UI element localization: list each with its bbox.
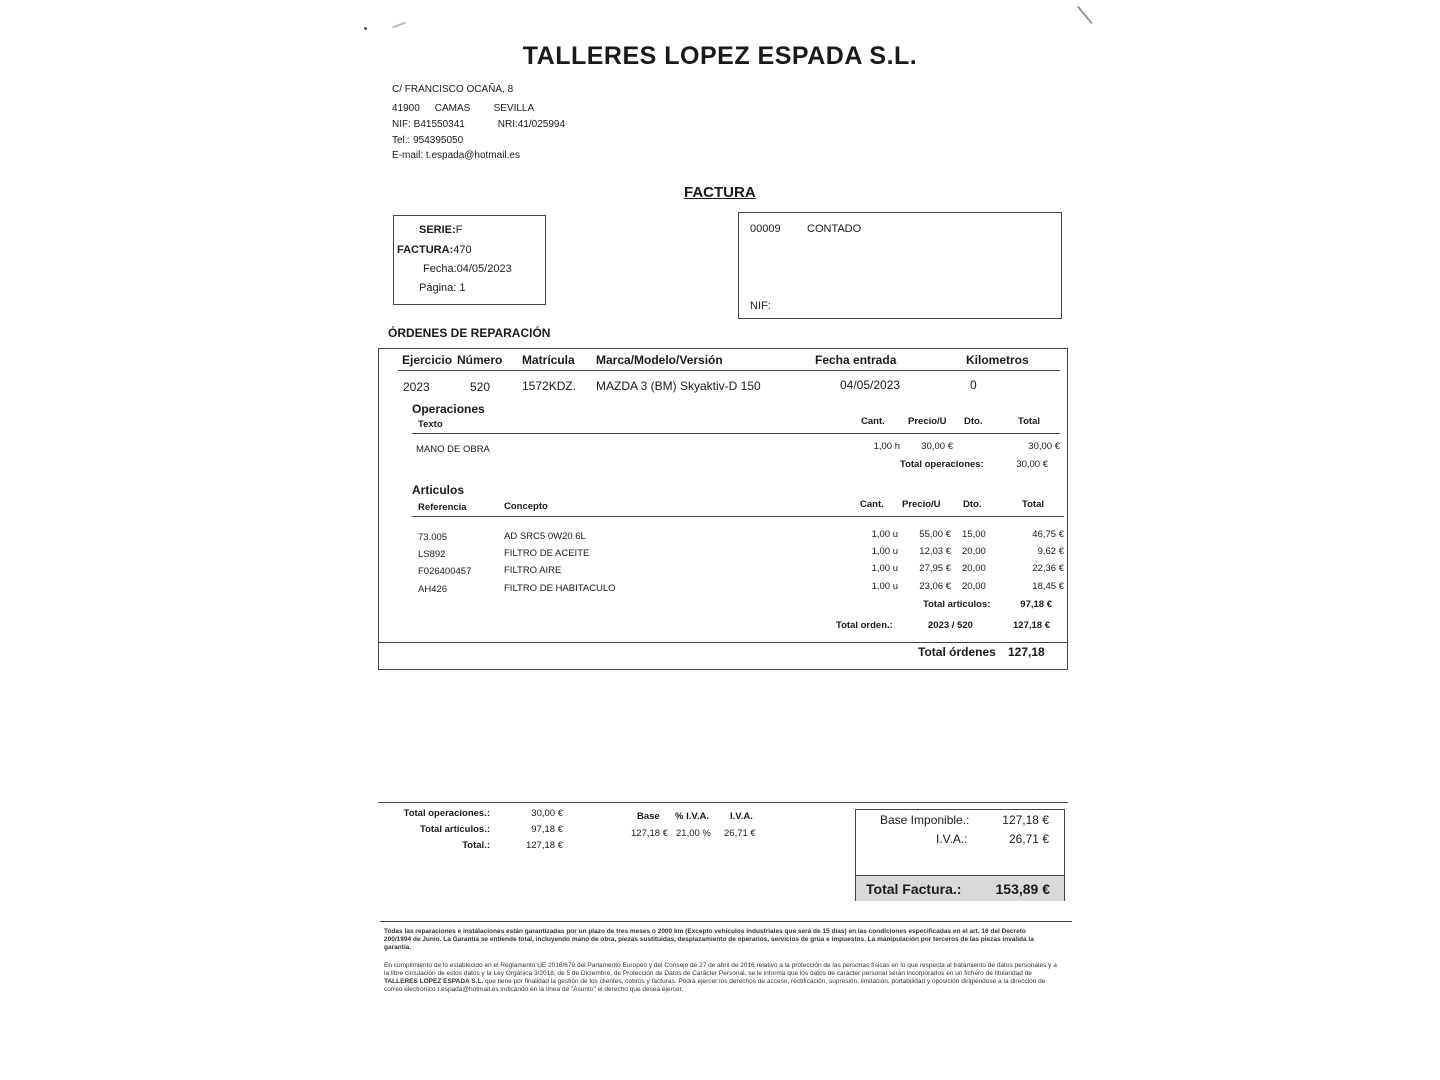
serie-row bbox=[419, 224, 462, 236]
summary-ops-label: Total operaciones.: bbox=[403, 808, 490, 819]
orders-header-rule bbox=[398, 370, 1060, 371]
article-cant: 1,00 u bbox=[871, 563, 898, 574]
ops-col-precio: Precio/U bbox=[908, 416, 947, 427]
article-concepto: FILTRO AIRE bbox=[504, 565, 562, 576]
article-ref: AH426 bbox=[418, 584, 448, 595]
ops-total-value: 30,00 € bbox=[1016, 459, 1048, 470]
total-ordenes-value: 127,18 bbox=[1008, 645, 1045, 659]
legal-warranty-text: Todas las reparaciones e instalaciones están garantizadas por un plazo de tres meses o 2000 km (Excepto vehículos industriales que será de 15 días) en las condiciones especificadas en el art. 16 del Decreto 200/1994 de Junio. La Garantía se entiende total, incluyendo mano de obra, piezas sustituidas, desplazamiento de operarios, servicios de grúa e impuestos. La manipulación por terceros de las piezas invalida la garantía. bbox=[384, 928, 1034, 951]
col-ejercicio: Ejercicio bbox=[402, 353, 453, 367]
city: CAMAS bbox=[434, 103, 471, 114]
postal-code: 41900 bbox=[392, 103, 420, 114]
article-concepto: FILTRO DE HABITACULO bbox=[504, 583, 616, 594]
art-col-cant: Cant. bbox=[860, 499, 884, 510]
total-factura-value: 153,89 € bbox=[995, 881, 1050, 897]
col-fecha-entrada: Fecha entrada bbox=[815, 353, 897, 367]
ops-col-total: Total bbox=[1018, 416, 1040, 427]
order-marca: MAZDA 3 (BM) Skyaktiv-D 150 bbox=[596, 379, 761, 393]
province: SEVILLA bbox=[493, 103, 535, 114]
article-total: 9,62 € bbox=[1037, 546, 1064, 557]
legal-privacy-end: que tiene por finalidad la gestión de los clientes, cobros y facturas. Podrá ejercer los derechos de acceso, rectificación, supresión, limitación, portabilidad y oposición dirigiéndose a la dirección de correo electrónico t.espada@hotmail.es indicando en la línea de "Asunto" el derecho que desea ejercer. bbox=[384, 978, 1046, 993]
fecha-label: Fecha: bbox=[423, 263, 457, 275]
company-street: C/ FRANCISCO OCAÑA, 8 bbox=[392, 84, 514, 95]
art-col-precio: Precio/U bbox=[902, 499, 941, 510]
total-factura-label: Total Factura.: bbox=[866, 881, 962, 897]
summary-total-value: 127,18 € bbox=[526, 840, 563, 851]
factura-row bbox=[397, 244, 472, 256]
art-col-concepto: Concepto bbox=[504, 501, 548, 512]
article-concepto: FILTRO DE ACEITE bbox=[504, 548, 590, 559]
total-ordenes-label: Total órdenes bbox=[918, 645, 996, 659]
article-ref: F026400457 bbox=[418, 566, 472, 577]
document-title: FACTURA bbox=[684, 184, 756, 201]
tax-pct: 21,00 % bbox=[676, 828, 711, 839]
article-cant: 1,00 u bbox=[871, 581, 898, 592]
order-km: 0 bbox=[970, 378, 977, 392]
article-dto: 20,00 bbox=[962, 581, 986, 592]
iva-label: I.V.A.: bbox=[936, 832, 968, 846]
legal-warranty bbox=[384, 928, 1050, 952]
op-total: 30,00 € bbox=[1028, 441, 1060, 452]
legal-privacy bbox=[384, 962, 1060, 1014]
ops-header-rule bbox=[412, 433, 1060, 434]
art-col-total: Total bbox=[1022, 499, 1044, 510]
company-location bbox=[392, 103, 534, 114]
serie-value: F bbox=[455, 224, 463, 236]
article-ref: 73.005 bbox=[418, 532, 448, 543]
order-matricula: 1572KDZ. bbox=[522, 379, 577, 393]
scan-mark bbox=[392, 22, 406, 29]
pagina-label: Página: bbox=[419, 282, 457, 294]
factura-label: FACTURA: bbox=[397, 244, 454, 256]
base-imponible-value: 127,18 € bbox=[1002, 813, 1049, 827]
article-ref: LS892 bbox=[418, 549, 446, 560]
article-total: 46,75 € bbox=[1032, 529, 1064, 540]
summary-art-value: 97,18 € bbox=[531, 824, 563, 835]
scan-mark bbox=[1077, 6, 1092, 24]
article-precio: 12,03 € bbox=[919, 546, 951, 557]
col-kilometros: Kilometros bbox=[966, 353, 1029, 367]
pagina-value: 1 bbox=[459, 282, 466, 294]
iva-value: 26,71 € bbox=[1008, 832, 1049, 846]
articulos-total-value: 97,18 € bbox=[1020, 599, 1052, 610]
col-marca: Marca/Modelo/Versión bbox=[596, 353, 723, 367]
order-fecha: 04/05/2023 bbox=[840, 378, 901, 392]
company-name: TALLERES LOPEZ ESPADA S.L. bbox=[522, 42, 918, 70]
company-email: E-mail: t.espada@hotmail.es bbox=[392, 150, 520, 161]
serie-label: SERIE: bbox=[419, 224, 456, 236]
op-texto: MANO DE OBRA bbox=[416, 444, 490, 455]
col-matricula: Matrícula bbox=[522, 353, 575, 367]
col-numero: Número bbox=[457, 353, 503, 367]
ops-col-texto: Texto bbox=[418, 419, 443, 430]
client-name: CONTADO bbox=[807, 223, 862, 235]
company-ids bbox=[392, 119, 565, 130]
article-precio: 23,06 € bbox=[919, 581, 951, 592]
order-numero: 520 bbox=[470, 380, 491, 394]
company-nri: NRI:41/025994 bbox=[497, 119, 566, 130]
article-concepto: AD SRC5 0W20 6L bbox=[504, 531, 586, 542]
fecha-value: 04/05/2023 bbox=[456, 263, 512, 275]
tax-base: 127,18 € bbox=[631, 828, 668, 839]
summary-ops-value: 30,00 € bbox=[531, 808, 563, 819]
summary-top-rule bbox=[378, 802, 1068, 803]
article-cant: 1,00 u bbox=[871, 529, 898, 540]
tax-iva: 26,71 € bbox=[724, 828, 756, 839]
client-nif-label: NIF: bbox=[750, 300, 771, 312]
client-box bbox=[738, 212, 1062, 319]
ops-total-label: Total operaciones: bbox=[900, 459, 984, 470]
base-imponible-label: Base Imponible.: bbox=[880, 813, 970, 827]
factura-value: 470 bbox=[453, 244, 472, 256]
fecha-row bbox=[423, 263, 512, 275]
operaciones-title: Operaciones bbox=[412, 402, 485, 416]
art-header-rule bbox=[412, 516, 1064, 517]
article-dto: 15,00 bbox=[962, 529, 986, 540]
tax-col-base: Base bbox=[637, 811, 660, 822]
ops-col-cant: Cant. bbox=[861, 416, 885, 427]
total-orden-ref: 2023 / 520 bbox=[928, 620, 973, 631]
total-orden-value: 127,18 € bbox=[1013, 620, 1050, 631]
summary-total-label: Total.: bbox=[462, 840, 490, 851]
total-orden-label: Total orden.: bbox=[836, 620, 893, 631]
article-total: 22,36 € bbox=[1032, 563, 1064, 574]
client-code: 00009 bbox=[750, 223, 781, 235]
article-dto: 20,00 bbox=[962, 563, 986, 574]
art-col-ref: Referencia bbox=[418, 502, 467, 513]
orders-section-title: ÓRDENES DE REPARACIÓN bbox=[388, 326, 551, 340]
article-precio: 27,95 € bbox=[919, 563, 951, 574]
article-dto: 20,00 bbox=[962, 546, 986, 557]
art-col-dto: Dto. bbox=[963, 499, 982, 510]
pagina-row bbox=[419, 282, 466, 294]
legal-top-rule bbox=[380, 921, 1072, 922]
summary-art-label: Total articulos.: bbox=[419, 824, 490, 835]
tax-col-pct: % I.V.A. bbox=[675, 811, 709, 822]
article-precio: 55,00 € bbox=[919, 529, 951, 540]
articulos-title: Articulos bbox=[412, 483, 465, 497]
order-ejercicio: 2023 bbox=[403, 380, 430, 394]
ops-col-dto: Dto. bbox=[964, 416, 983, 427]
invoice-info-box bbox=[393, 215, 546, 305]
legal-privacy-company: TALLERES LOPEZ ESPADA S.L. bbox=[384, 978, 484, 985]
legal-privacy-text: En cumplimiento de lo establecido en el Reglamento UE 2016/679 del Parlamento Europeo y del Consejo de 27 de abril de 2016 relativo a la protección de las personas físicas en lo que respecta al tratamiento de datos personales y a la libre circulación de estos datos y la Ley Orgánica 3/2018, de 5 de Diciembre, de Protección de Datos de Carácter Personal, se le informa que los datos de carácter personal serán incorporados en un fichero de titularidad de bbox=[384, 962, 1057, 977]
tax-col-iva: I.V.A. bbox=[730, 811, 753, 822]
articulos-total-label: Total articulos: bbox=[923, 599, 991, 610]
scan-mark bbox=[364, 27, 367, 30]
article-cant: 1,00 u bbox=[871, 546, 898, 557]
article-total: 18,45 € bbox=[1032, 581, 1064, 592]
company-phone: Tel.: 954395050 bbox=[392, 135, 464, 146]
orders-total-divider bbox=[379, 642, 1067, 643]
op-precio: 30,00 € bbox=[921, 441, 953, 452]
company-nif: NIF: B41550341 bbox=[392, 119, 465, 130]
op-cant: 1,00 h bbox=[873, 441, 900, 452]
